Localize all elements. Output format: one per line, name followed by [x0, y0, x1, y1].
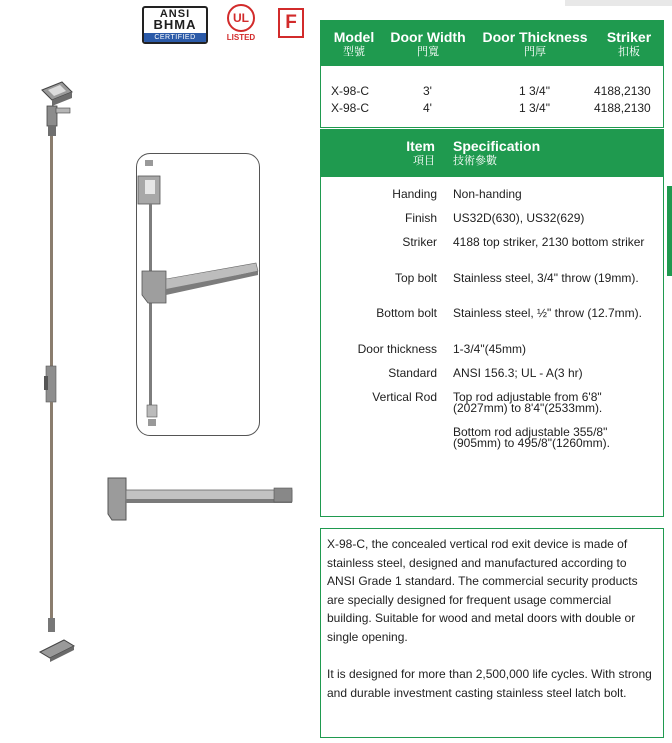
- detail-bar-head: [142, 271, 166, 303]
- detail-top-latch-face: [145, 180, 155, 194]
- header-door-width: [385, 29, 471, 60]
- spec-item: Standard: [388, 366, 437, 380]
- door-thickness-cell: 1 3/4": [519, 101, 550, 115]
- model-table-body: [321, 66, 663, 128]
- spec-value: US32D(630), US32(629): [453, 211, 585, 225]
- door-width-cell: 3': [423, 84, 432, 98]
- ul-logo-listed: LISTED: [226, 33, 256, 42]
- header-model-en: Model: [333, 29, 375, 45]
- striker-cell: 4188,2130: [594, 84, 651, 98]
- header-specification-en: Specification: [453, 138, 541, 154]
- top-vertical-rod: [50, 136, 53, 366]
- spec-value: 1-3/4"(45mm): [453, 342, 526, 356]
- bottom-latch: [48, 618, 55, 632]
- header-model-zh: 型號: [343, 46, 365, 58]
- page-side-tab: [667, 186, 672, 276]
- top-latch-bolt: [56, 108, 70, 113]
- header-specification: [453, 138, 540, 169]
- ul-logo-mark: UL: [227, 4, 255, 32]
- description-paragraph-1: X-98-C, the concealed vertical rod exit device is made of stainless steel, designed and manufactured according to ANSI Grade 1 standard. The commercial security products are specially designed for frequent usage commercial building. Suitable for wood and metal doors with double or single opening.: [327, 537, 638, 644]
- model-table: [320, 20, 664, 128]
- header-model: [329, 29, 379, 60]
- header-door-thickness: [477, 29, 593, 60]
- push-bar-illustration: [104, 474, 296, 524]
- spec-item: Top bolt: [394, 271, 437, 285]
- spec-value: Non-handing: [453, 187, 522, 201]
- ul-listed-logo: [225, 4, 257, 46]
- spec-table-header: [321, 130, 663, 177]
- push-bar-end: [274, 488, 292, 502]
- spec-item: Striker: [402, 235, 437, 249]
- header-item-en: Item: [406, 138, 435, 154]
- model-cell: X-98-C: [331, 84, 370, 98]
- detail-top-cap: [145, 160, 153, 166]
- spec-value: Bottom rod adjustable 355/8" (905mm) to 495/8"(1260mm).: [453, 425, 610, 450]
- spec-item: Finish: [404, 211, 437, 225]
- spec-item: Door thickness: [357, 342, 437, 356]
- vertical-rod-device-illustration: [30, 70, 90, 670]
- ansi-logo-line3: CERTIFIED: [144, 33, 206, 43]
- header-striker: [597, 29, 661, 60]
- spec-value: 4188 top striker, 2130 bottom striker: [453, 235, 645, 249]
- product-description: [320, 528, 664, 738]
- header-specification-zh: 技術參數: [453, 155, 497, 167]
- ansi-logo-line2: BHMA: [153, 17, 197, 32]
- push-bar-end-cap: [108, 478, 126, 520]
- spec-value: Stainless steel, ½" throw (12.7mm).: [453, 306, 642, 320]
- push-bar-shadow: [126, 499, 292, 503]
- spec-value: Stainless steel, 3/4" throw (19mm).: [453, 271, 639, 285]
- bottom-vertical-rod: [50, 402, 53, 632]
- spec-value: Top rod adjustable from 6'8" (2027mm) to 8'4"(2533mm).: [453, 390, 603, 415]
- ansi-bhma-logo: [142, 6, 208, 44]
- model-table-header: [321, 21, 663, 66]
- door-thickness-cell: 1 3/4": [519, 84, 550, 98]
- model-cell: X-98-C: [331, 101, 370, 115]
- specification-table: [320, 129, 664, 517]
- detail-bottom-latch: [147, 405, 157, 417]
- header-item-zh: 項目: [413, 155, 435, 167]
- header-door-thickness-zh: 門厚: [524, 46, 546, 58]
- header-striker-en: Striker: [606, 29, 652, 45]
- description-paragraph-2: It is designed for more than 2,500,000 life cycles. With strong and durable investment casting stainless steel latch bolt.: [327, 667, 652, 700]
- top-latch-base: [48, 126, 56, 136]
- striker-cell: 4188,2130: [594, 101, 651, 115]
- ansi-logo-line1: ANSI: [159, 8, 191, 20]
- header-door-width-zh: 門寬: [417, 46, 439, 58]
- header-striker-zh: 扣板: [618, 46, 640, 58]
- detail-illustration: [136, 153, 260, 436]
- spec-value: ANSI 156.3; UL - A(3 hr): [453, 366, 583, 380]
- detail-vertical-rod: [149, 204, 152, 412]
- header-door-thickness-en: Door Thickness: [482, 29, 588, 45]
- spec-item: Vertical Rod: [372, 390, 437, 404]
- header-item: [406, 138, 435, 169]
- door-width-cell: 4': [423, 101, 432, 115]
- fire-rated-logo: F: [278, 8, 304, 38]
- header-door-width-en: Door Width: [390, 29, 466, 45]
- top-latch-housing: [47, 106, 57, 126]
- spec-item: Handing: [392, 187, 437, 201]
- center-case-clip: [44, 376, 48, 390]
- detail-bottom-foot: [148, 419, 156, 426]
- spec-item: Bottom bolt: [376, 306, 437, 320]
- page-edge-strip: [565, 0, 672, 6]
